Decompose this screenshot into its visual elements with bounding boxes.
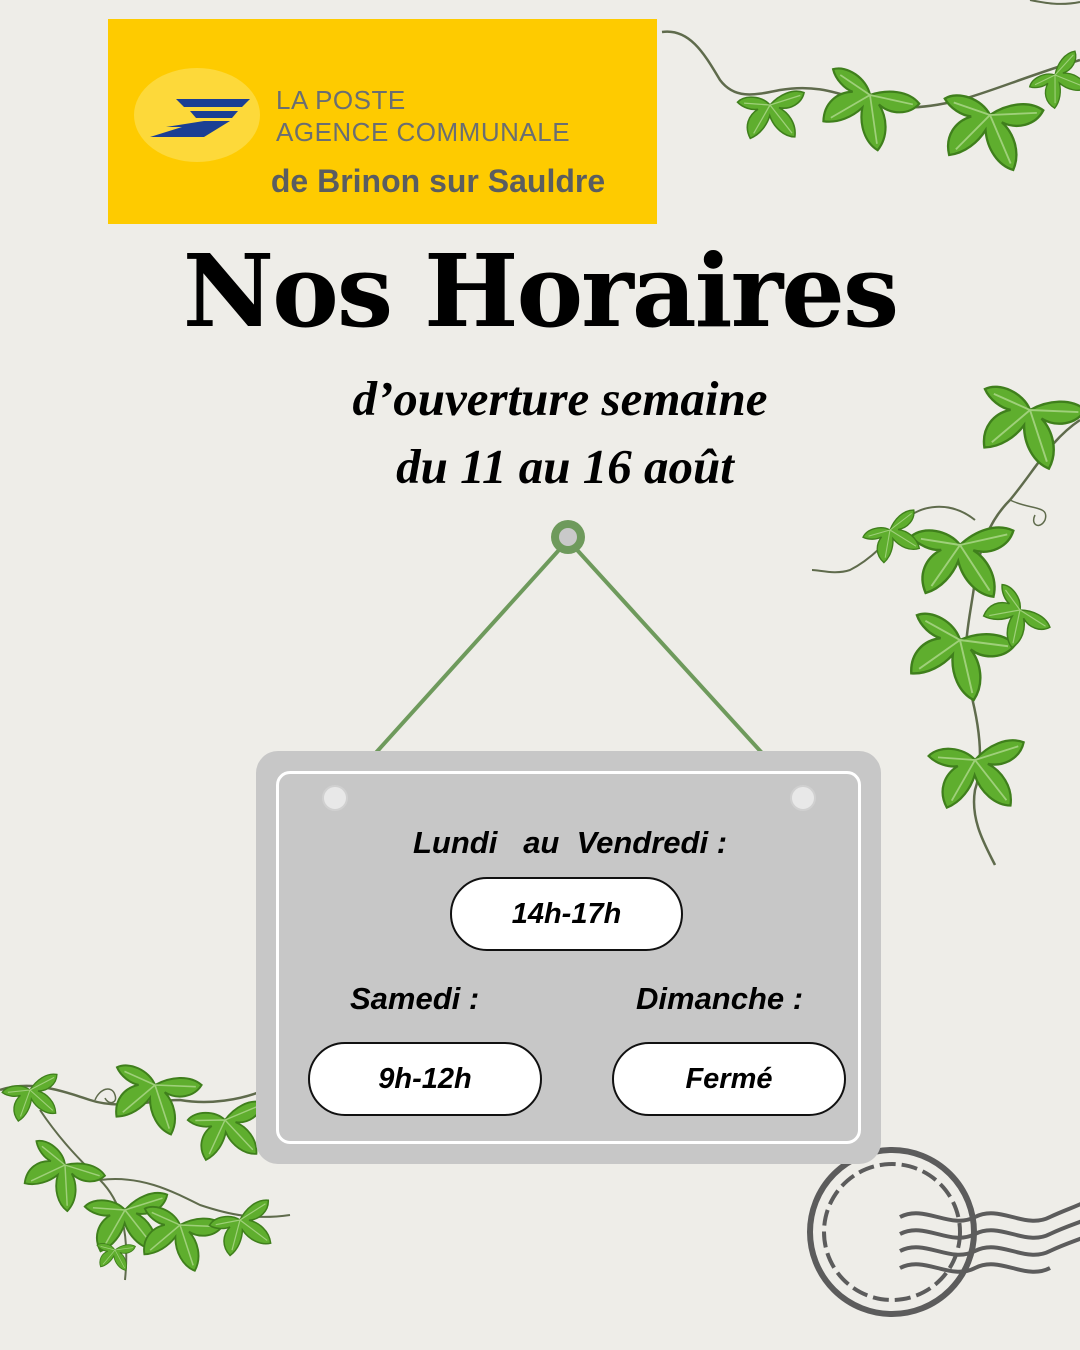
logo-line-agence-communale: AGENCE COMMUNALE bbox=[276, 117, 571, 147]
saturday-hours: 9h-12h bbox=[308, 1042, 542, 1116]
logo-line-commune: de Brinon sur Sauldre bbox=[270, 163, 606, 199]
sign-pin-right bbox=[790, 785, 816, 811]
page-title: Nos Horaires bbox=[182, 232, 898, 350]
sign-pin-left bbox=[322, 785, 348, 811]
subtitle-line-2: du 11 au 16 août bbox=[396, 439, 734, 494]
weekdays-hours: 14h-17h bbox=[450, 877, 683, 951]
schedule-sign bbox=[256, 751, 881, 1164]
logo-line-la-poste: LA POSTE bbox=[276, 85, 406, 115]
sunday-label: Dimanche : bbox=[636, 981, 804, 1016]
sunday-hours: Fermé bbox=[612, 1042, 846, 1116]
subtitle-line-1: d’ouverture semaine bbox=[352, 371, 768, 426]
saturday-label: Samedi : bbox=[350, 981, 480, 1016]
weekdays-label: Lundi au Vendredi : bbox=[413, 825, 728, 860]
